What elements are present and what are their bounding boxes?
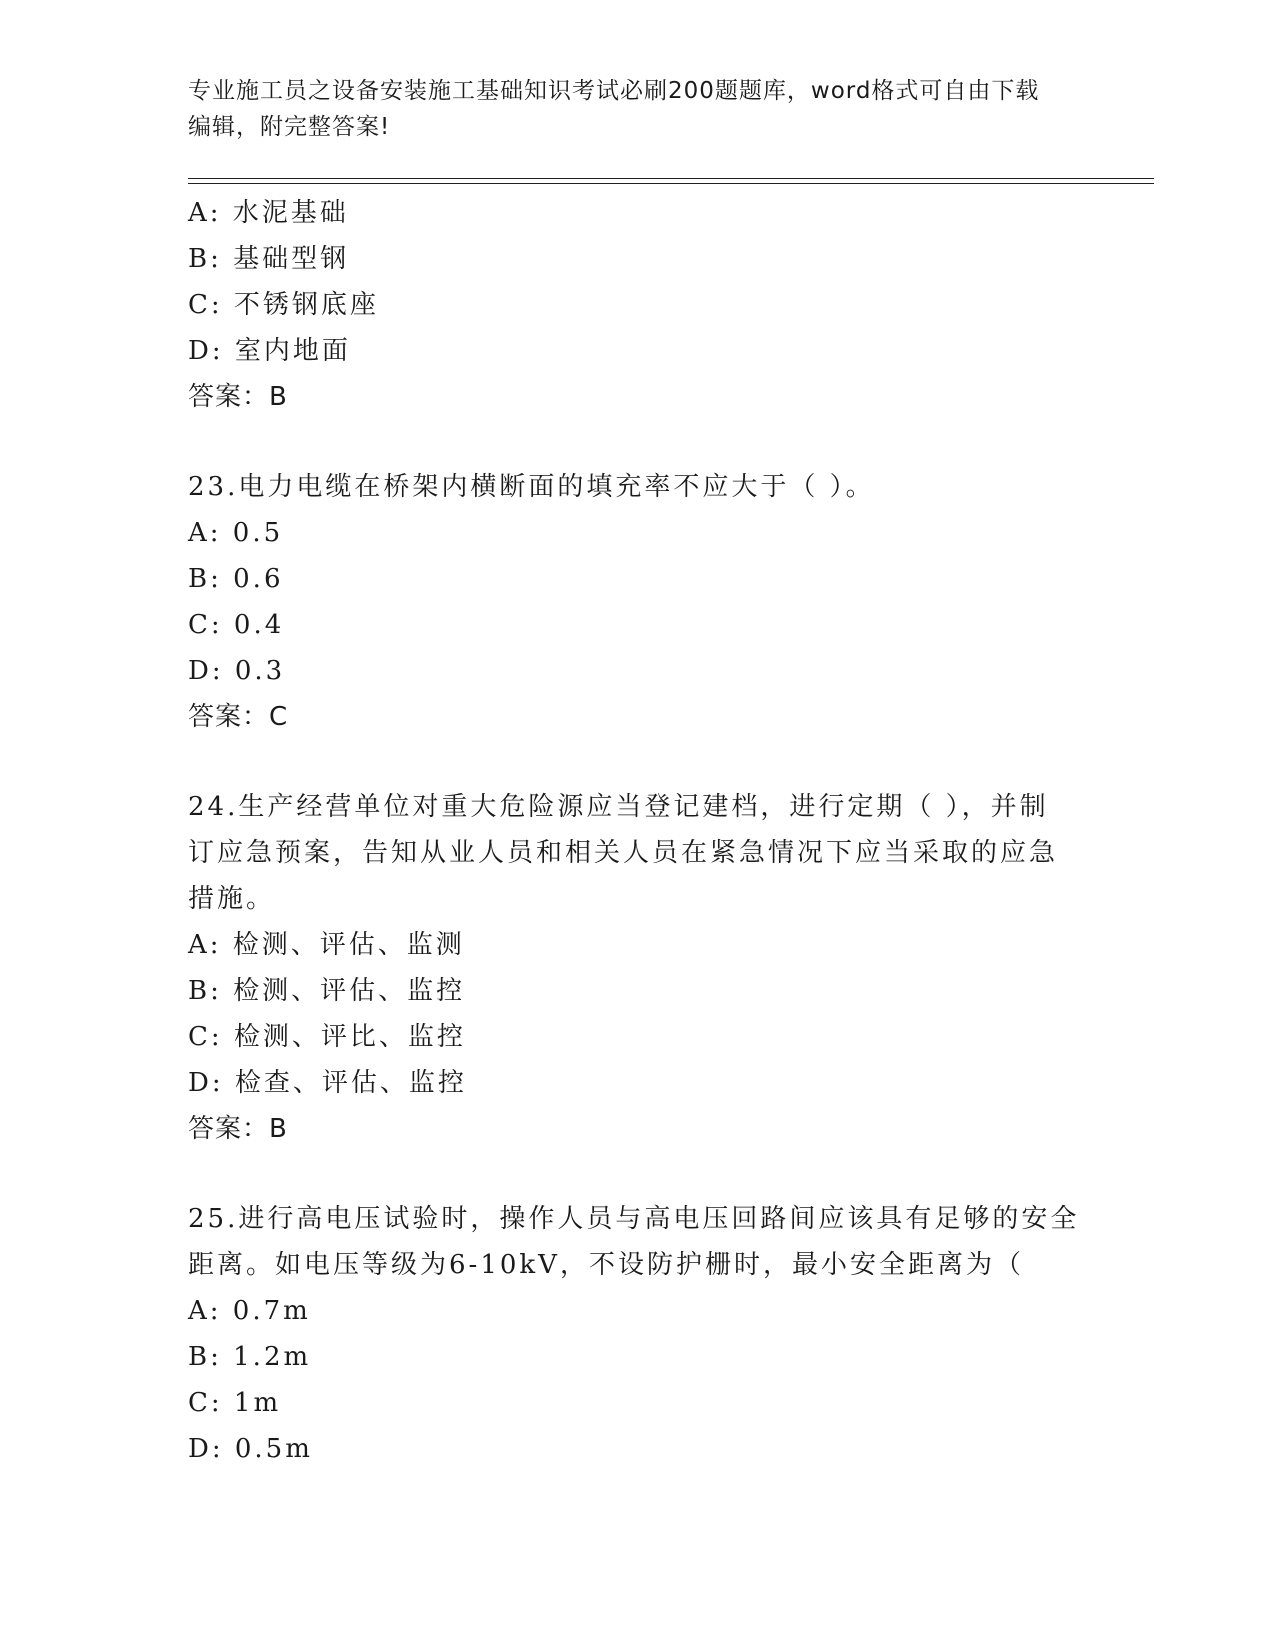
q25-option-a: A: 0.7m <box>188 1296 311 1326</box>
spacer <box>188 420 1088 464</box>
question-25 <box>188 1196 1088 1472</box>
q23-option-c: C: 0.4 <box>188 610 285 640</box>
q25-option-c: C: 1m <box>188 1388 282 1418</box>
q24-option-c: C: 检测、评比、监控 <box>188 1022 466 1052</box>
spacer <box>188 740 1088 784</box>
header-divider-bottom <box>188 183 1154 184</box>
q23-option-a: A: 0.5 <box>188 518 284 548</box>
q24-stem-line-2: 订应急预案，告知从业人员和相关人员在紧急情况下应当采取的应急 <box>188 838 1059 868</box>
q23-option-b: B: 0.6 <box>188 564 284 594</box>
q24-stem-line-3: 措施。 <box>188 884 276 914</box>
document-header <box>188 73 1088 145</box>
spacer <box>188 1152 1088 1196</box>
q22-answer: 答案：B <box>188 382 288 412</box>
q22-option-b: B: 基础型钢 <box>188 244 350 274</box>
q22-option-a: A: 水泥基础 <box>188 198 349 228</box>
question-list <box>188 190 1088 1472</box>
q23-stem: 23.电力电缆在桥架内横断面的填充率不应大于（ ）。 <box>188 472 875 502</box>
q25-option-d: D: 0.5m <box>188 1434 313 1464</box>
header-title-line-1: 专业施工员之设备安装施工基础知识考试必刷200题题库，word格式可自由下载 <box>188 78 1040 104</box>
q22-option-c: C: 不锈钢底座 <box>188 290 379 320</box>
header-divider-top <box>188 178 1154 179</box>
question-23 <box>188 464 1088 740</box>
q25-option-b: B: 1.2m <box>188 1342 312 1372</box>
q25-stem-line-1: 25.进行高电压试验时，操作人员与高电压回路间应该具有足够的安全 <box>188 1204 1080 1234</box>
header-title-line-2: 编辑，附完整答案! <box>188 114 391 140</box>
q24-answer: 答案：B <box>188 1114 288 1144</box>
q24-stem-line-1: 24.生产经营单位对重大危险源应当登记建档，进行定期（ ），并制 <box>188 792 1049 822</box>
question-22 <box>188 190 1088 420</box>
q22-option-d: D: 室内地面 <box>188 336 351 366</box>
q24-option-b: B: 检测、评估、监控 <box>188 976 466 1006</box>
q24-option-d: D: 检查、评估、监控 <box>188 1068 467 1098</box>
q23-option-d: D: 0.3 <box>188 656 286 686</box>
q25-stem-line-2: 距离。如电压等级为6-10kV，不设防护栅时，最小安全距离为（ <box>188 1250 1024 1280</box>
q24-option-a: A: 检测、评估、监测 <box>188 930 465 960</box>
question-24 <box>188 784 1088 1152</box>
q23-answer: 答案：C <box>188 702 289 732</box>
